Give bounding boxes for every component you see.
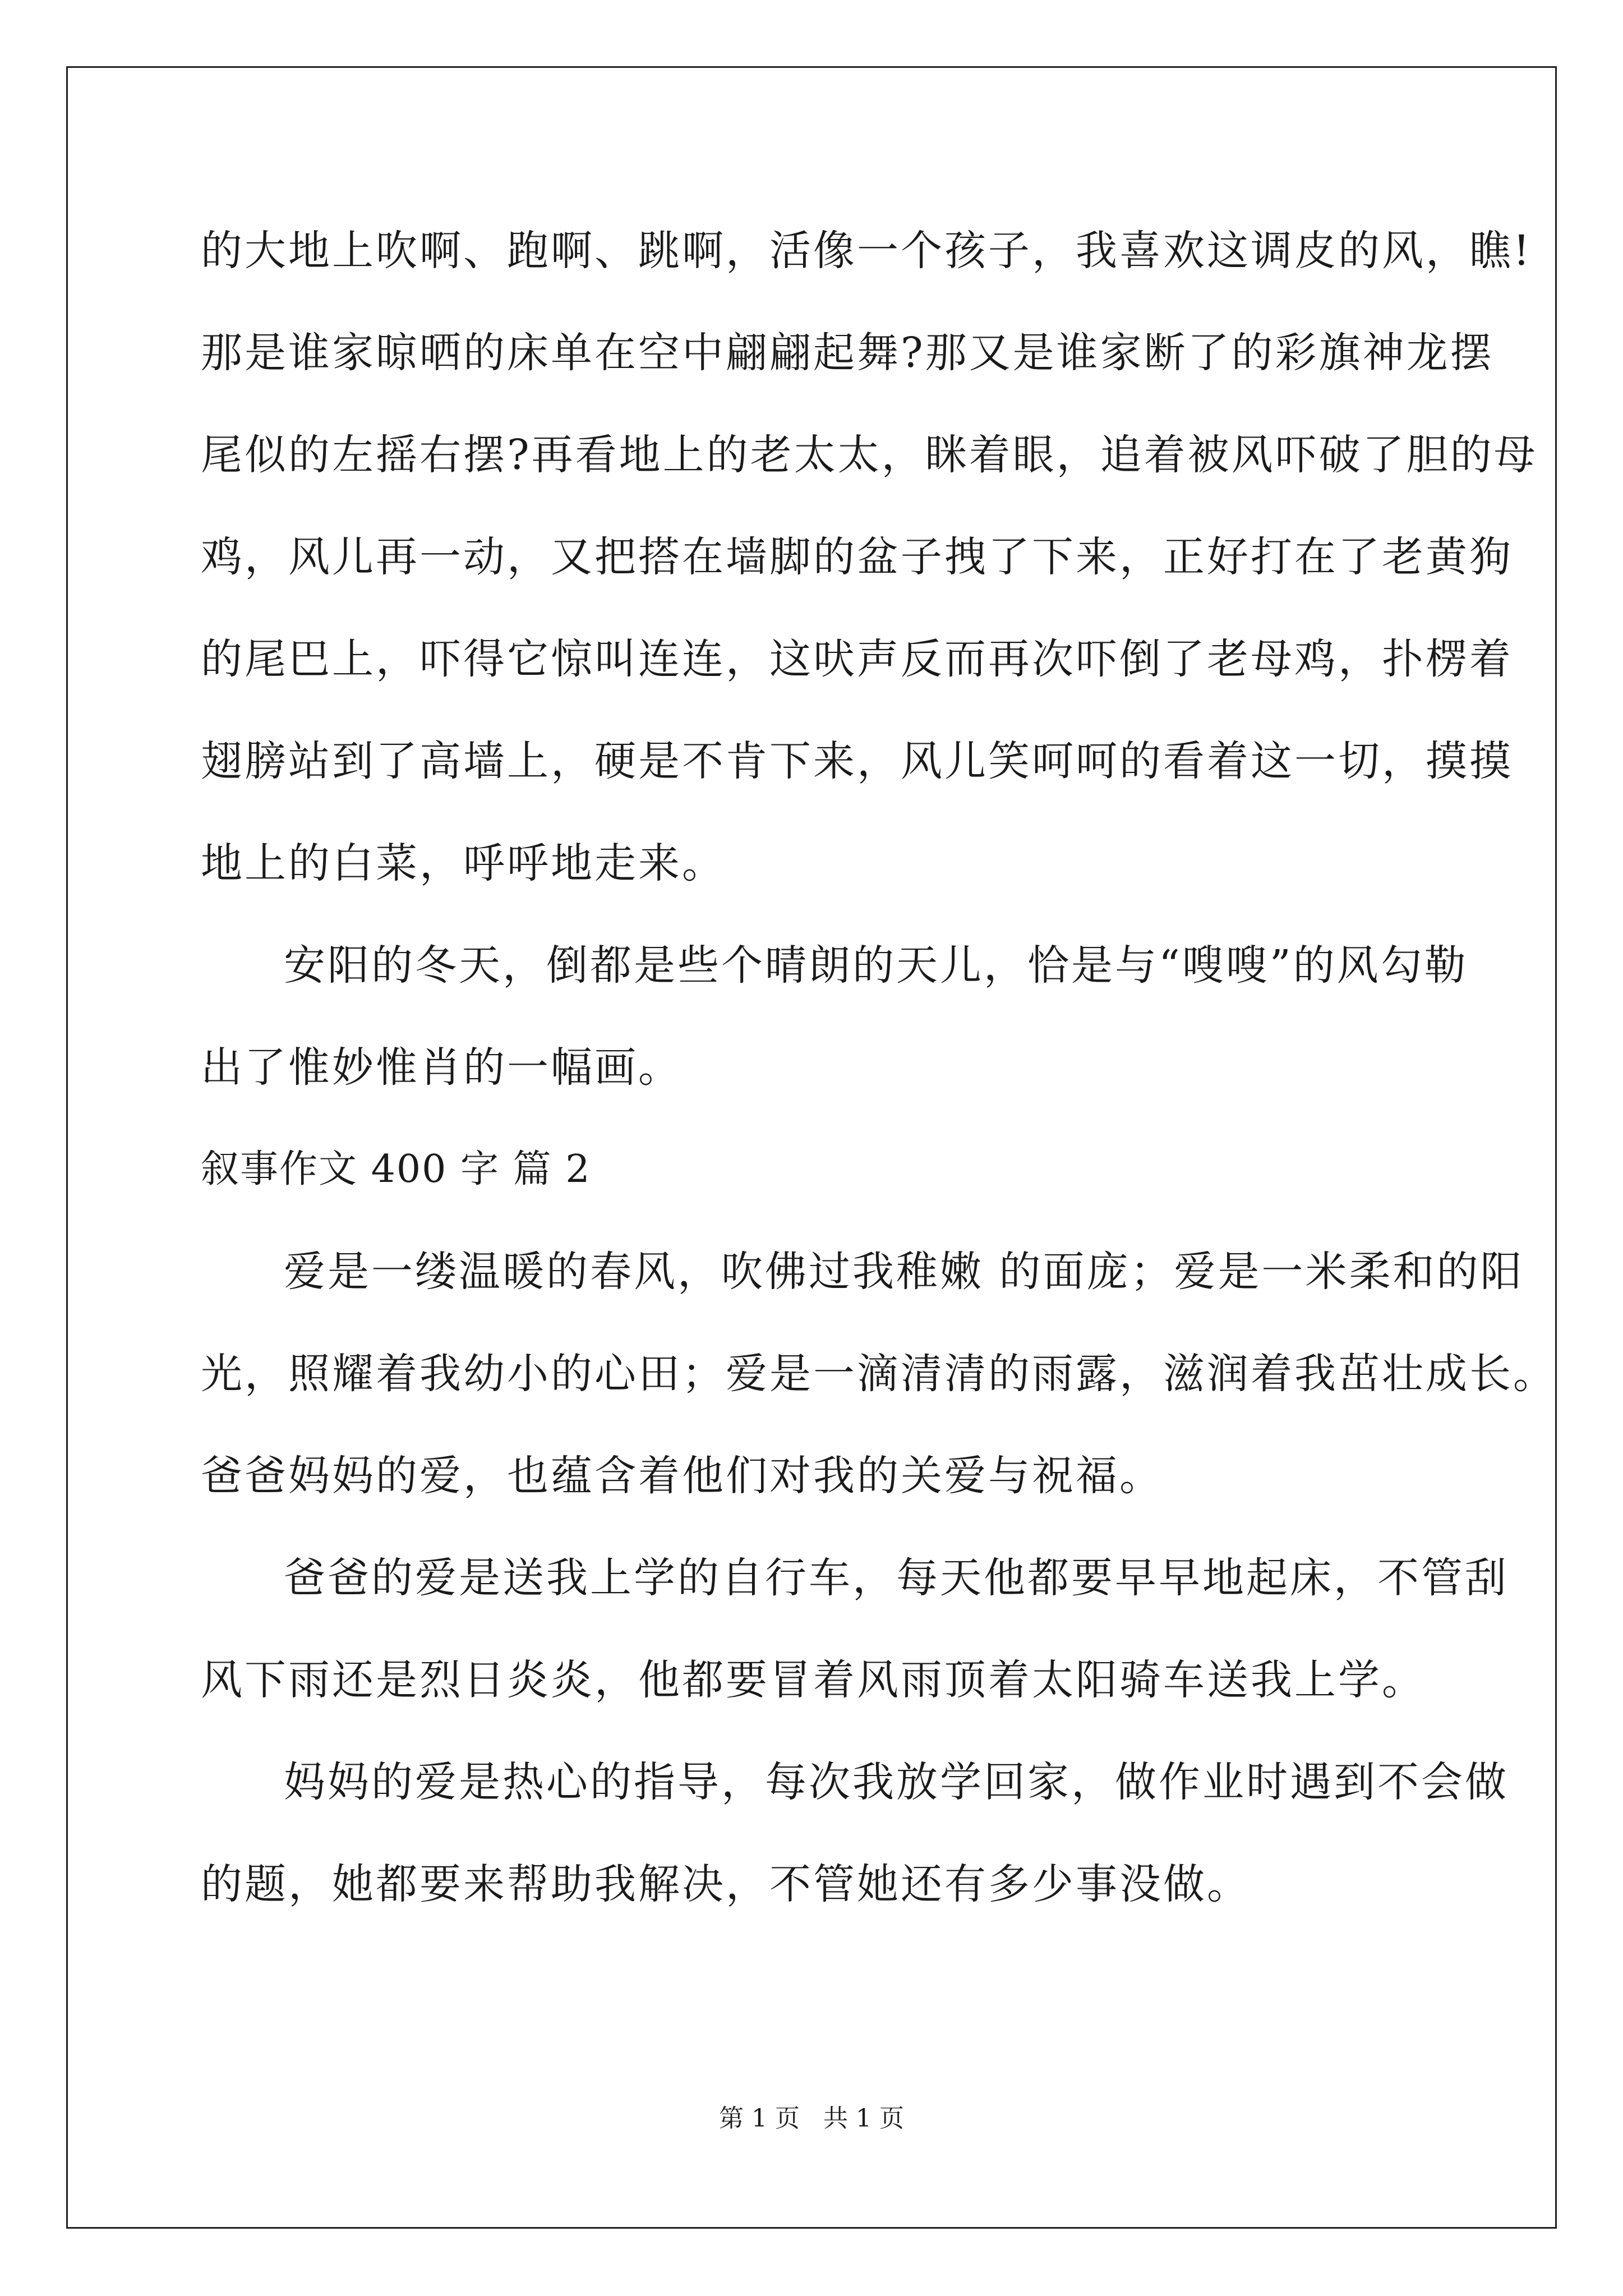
- paragraph-start-line: 妈妈的爱是热心的指导，每次我放学回家，做作业时遇到不会做: [284, 1758, 1509, 1806]
- text-line: 鸡，风儿再一动，又把搭在墙脚的盆子拽了下来，正好打在了老黄狗: [201, 533, 1513, 581]
- text-line: 尾似的左摇右摆?再看地上的老太太，眯着眼，追着被风吓破了胆的母: [201, 431, 1538, 479]
- text-line: 地上的白菜，呼呼地走来。: [201, 839, 726, 887]
- text-line: 光，照耀着我幼小的心田；爱是一滴清清的雨露，滋润着我茁壮成长。: [201, 1350, 1557, 1398]
- paragraph-start-line: 爸爸的爱是送我上学的自行车，每天他都要早早地起床，不管刮: [284, 1554, 1509, 1602]
- text-line: 爸爸妈妈的爱，也蕴含着他们对我的关爱与祝福。: [201, 1452, 1163, 1500]
- paragraph-start-line: 安阳的冬天，倒都是些个晴朗的天儿，恰是与“嗖嗖”的风勾勒: [284, 941, 1468, 990]
- section-heading: 叙事作文 400 字 篇 2: [201, 1147, 591, 1191]
- text-line: 风下雨还是烈日炎炎，他都要冒着风雨顶着太阳骑车送我上学。: [201, 1656, 1426, 1704]
- text-line: 的题，她都要来帮助我解决，不管她还有多少事没做。: [201, 1860, 1251, 1908]
- text-line: 那是谁家晾晒的床单在空中翩翩起舞?那又是谁家断了的彩旗神龙摆: [201, 329, 1494, 377]
- page-number-footer: 第 1 页 共 1 页: [719, 2104, 904, 2133]
- text-line: 翅膀站到了高墙上，硬是不肯下来，风儿笑呵呵的看着这一切，摸摸: [201, 737, 1513, 785]
- paragraph-start-line: 爱是一缕温暖的春风，吹佛过我稚嫩 的面庞；爱是一米柔和的阳: [284, 1248, 1524, 1296]
- text-line: 的大地上吹啊、跑啊、跳啊，活像一个孩子，我喜欢这调皮的风，瞧!: [201, 227, 1532, 275]
- text-line: 出了惟妙惟肖的一幅画。: [201, 1043, 682, 1092]
- text-line: 的尾巴上，吓得它惊叫连连，这吠声反而再次吓倒了老母鸡，扑楞着: [201, 635, 1513, 683]
- document-body: [201, 214, 1557, 1950]
